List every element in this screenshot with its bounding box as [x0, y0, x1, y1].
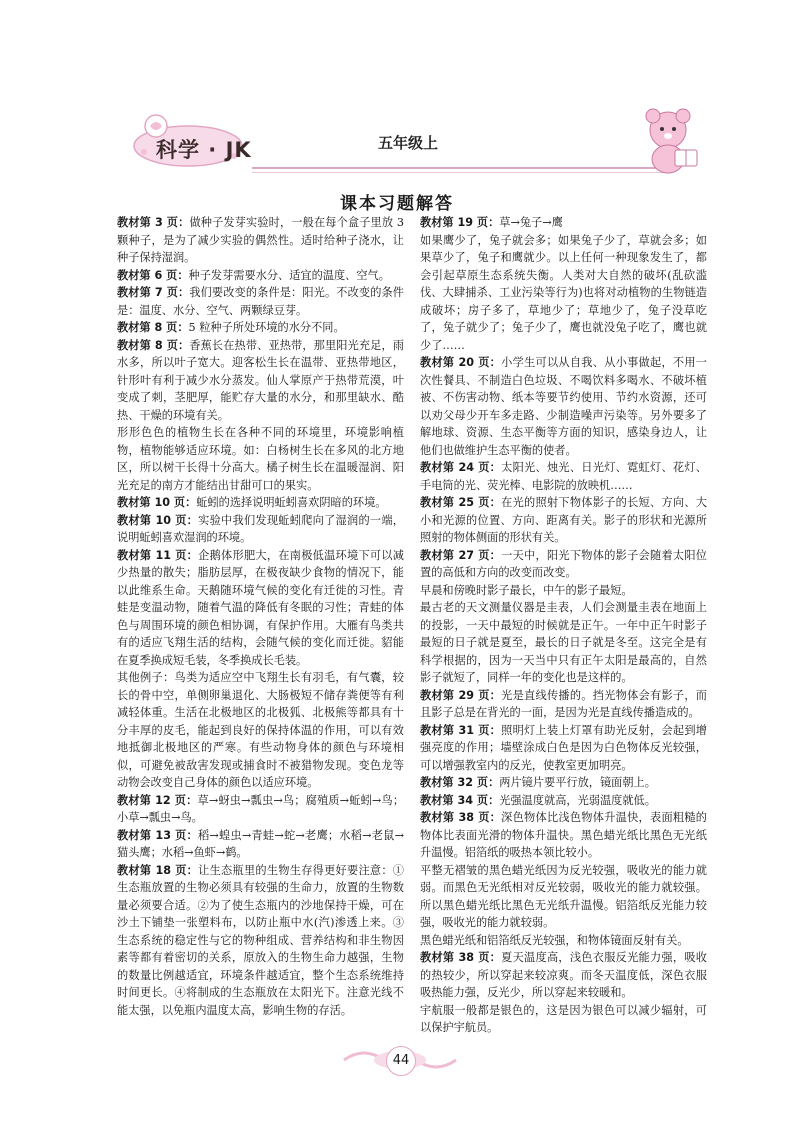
answer-label: 教材第 25 页： [420, 496, 502, 509]
subject-label: 科学 · JK [156, 138, 252, 162]
answer-text: 黑色蜡光纸和铝箔纸反光较强，和物体镜面反射有关。 [420, 933, 689, 947]
answer-label: 教材第 8 页： [117, 321, 189, 334]
answer-paragraph [117, 267, 404, 285]
answer-label: 教材第 29 页： [420, 688, 502, 702]
answer-paragraph [117, 547, 404, 670]
answer-paragraph [117, 337, 404, 425]
answer-text: 光强温度就高，光弱温度就低。 [499, 793, 656, 807]
answer-text: 太阳光、烛光、日光灯、霓虹灯、花灯、手电筒的光、荧光棒、电影院的放映机…… [420, 461, 707, 492]
answer-label: 教材第 18 页： [117, 863, 199, 877]
answer-paragraph [117, 284, 404, 319]
bear-mascot-icon [635, 104, 705, 178]
answer-text: 如果鹰少了，兔子就会多；如果兔子少了，草就会多；如果草少了，兔子和鹰就少。以上任何一种现象发生了，都会引起草原生态系统失衡。人类对大自然的破坏(乱砍滥伐、大肆捕杀、工业污染等行为)也将对动植物的生物链造成破坏；房子多了，草地少了；草地少了，兔子没草吃了，兔子就少了；兔子少了，鹰也就没兔子吃了，鹰也就少了…… [420, 233, 707, 352]
answer-paragraph [117, 512, 404, 547]
page-number: 44 [386, 1046, 416, 1076]
answer-label: 教材第 32 页： [420, 776, 500, 789]
answer-paragraph [420, 949, 707, 1002]
answer-label: 教材第 38 页： [420, 951, 502, 964]
answer-text: 让生态瓶里的生物生存得更好要注意：①生态瓶放置的生物必须具有较强的生命力，放置的生物数量必须要合适。②为了使生态瓶内的沙地保持干燥，可在沙土下铺垫一张塑料布，以防止瓶中水(汽)渗透上来。③生态系统的稳定性与它的物种组成、营养结构和非生物因素等都有着密切的关系，原放入的生物生命力越强，生物的数量比例越适宜，环境条件越适宜，整个生态系统维持时间更长。④将制成的生态瓶放在太阳光下。注意光线不能太强，以免瓶内温度太高，影响生物的存活。 [117, 863, 404, 1017]
answer-paragraph [420, 862, 707, 932]
answer-label: 教材第 24 页： [420, 461, 502, 474]
answer-paragraph [420, 214, 707, 232]
answer-label: 教材第 34 页： [420, 793, 500, 807]
answer-paragraph [420, 809, 707, 862]
answer-text: 平整无褶皱的黑色蜡光纸因为反光较强，吸收光的能力就弱。而黑色无光纸相对反光较弱，吸收光的能力就较强。所以黑色蜡光纸比黑色无光纸升温慢。铝箔纸反光能力较强，吸收光的能力就较弱。 [420, 863, 707, 929]
answer-text: 蚯蚓的选择说明蚯蚓喜欢阴暗的环境。 [196, 496, 387, 509]
answer-text: 实验中我们发现蚯蚓爬向了湿润的一端，说明蚯蚓喜欢湿润的环境。 [117, 513, 404, 544]
answer-text: 在光的照射下物体影子的长短、方向、大小和光源的位置、方向、距离有关。影子的形状和光源所照射的物体侧面的形状有关。 [420, 496, 707, 544]
page-number-ornament [340, 1040, 460, 1080]
answer-paragraph [420, 687, 707, 722]
answer-label: 教材第 8 页： [117, 338, 190, 352]
answer-paragraph [117, 424, 404, 494]
answer-label: 教材第 7 页： [117, 286, 190, 299]
answer-text: 做种子发芽实验时，一般在每个盒子里放 3 颗种子，是为了减少实验的偶然性。适时给种子浇水，让种子保持湿润。 [117, 216, 404, 264]
answer-paragraph [420, 354, 707, 459]
page-header [120, 104, 695, 174]
answer-label: 教材第 10 页： [117, 496, 197, 509]
answer-paragraph [420, 547, 707, 582]
answer-text: 5 粒种子所处环境的水分不同。 [188, 321, 345, 334]
answer-paragraph [117, 319, 404, 337]
answer-text: 宇航服一般都是银色的，这是因为银色可以减少辐射，可以保护宇航员。 [420, 1003, 707, 1034]
answer-text: 最古老的天文测量仪器是圭表，人们会测量圭表在地面上的投影，一天中最短的时候就是正午。一年中正午时影子最短的日子就是夏至，最长的日子就是冬至。这完全是有科学根据的，因为一天当中只有正午太阳是最高的，自然影子就短了，同样一年的变化也是这样的。 [420, 601, 707, 684]
answer-text: 一天中，阳光下物体的影子会随着太阳位置的高低和方向的改变而改变。 [420, 548, 707, 579]
answer-text: 小学生可以从自我、从小事做起，不用一次性餐具、不制造白色垃圾、不喝饮料多喝水、不破坏植被、不伤害动物、纸本等要节约使用、节约水资源，还可以劝父母少开车多走路、少制造噪声污染等。另外要多了解地球、资源、生态平衡等方面的知识，感染身边人，让他们也做维护生态平衡的使者。 [420, 356, 707, 457]
answer-label: 教材第 3 页： [117, 216, 190, 229]
answer-label: 教材第 38 页： [420, 811, 502, 824]
answers-left-column [117, 214, 404, 1019]
answer-paragraph [420, 774, 707, 792]
answer-paragraph [117, 862, 404, 1020]
answer-paragraph [420, 599, 707, 687]
answer-paragraph [117, 792, 404, 827]
header-rule-thin [252, 172, 672, 173]
answer-text: 其他例子：鸟类为适应空中飞翔生长有羽毛，有气囊，较长的骨中空，单侧卵巢退化、大肠极短不储存粪便等有利减轻体重。生活在北极地区的北极狐、北极熊等都具有十分丰厚的皮毛，能起到良好的保持体温的作用，可以有效地抵御北极地区的严寒。有些动物身体的颜色与环境相似，可避免被敌害发现或捕食时不被猎物发现。变色龙等动物会改变自己身体的颜色以适应环境。 [117, 671, 404, 789]
answer-label: 教材第 19 页： [420, 216, 500, 229]
answer-paragraph [420, 932, 707, 950]
answer-paragraph [420, 792, 707, 810]
answer-text: 两片镜片要平行放，镜面朝上。 [499, 776, 656, 789]
answer-paragraph [117, 669, 404, 792]
answer-label: 教材第 27 页： [420, 548, 502, 562]
answer-text: 种子发芽需要水分、适宜的温度、空气。 [188, 268, 390, 282]
answer-paragraph [420, 582, 707, 600]
answer-text: 深色物体比浅色物体升温快，表面粗糙的物体比表面光滑的物体升温快。黑色蜡光纸比黑色无光纸升温慢。铝箔纸的吸热本领比较小。 [420, 811, 707, 859]
answer-paragraph [117, 494, 404, 512]
answer-label: 教材第 13 页： [117, 828, 198, 842]
answer-paragraph [420, 232, 707, 355]
answers-right-column [420, 214, 707, 1037]
answer-text: 早晨和傍晚时影子最长，中午的影子最短。 [420, 583, 633, 597]
answer-paragraph [420, 1002, 707, 1037]
answer-label: 教材第 11 页： [117, 548, 199, 562]
answer-paragraph [420, 494, 707, 547]
answer-text: 光是直线传播的。挡光物体会有影子，而且影子总是在背光的一面，是因为光是直线传播造成的。 [420, 688, 707, 719]
answer-label: 教材第 6 页： [117, 268, 189, 282]
answer-paragraph [117, 827, 404, 862]
answer-label: 教材第 10 页： [117, 513, 199, 527]
header-rule [252, 167, 672, 169]
answer-text: 香蕉长在热带、亚热带，那里阳光充足，雨水多，所以叶子宽大。迎客松生长在温带、亚热带地区，针形叶有利于减少水分蒸发。仙人掌原产于热带荒漠，叶变成了刺，茎肥厚，能贮存大量的水分，和那里缺水、酷热、干燥的环境有关。 [117, 338, 404, 422]
page-title: 课本习题解答 [340, 194, 454, 214]
grade-label: 五年级上 [378, 134, 439, 152]
answer-text: 夏天温度高，浅色衣服反光能力强，吸收的热较少，所以穿起来较凉爽。而冬天温度低，深色衣服吸热能力强，反光少，所以穿起来较暖和。 [420, 951, 707, 999]
answer-text: 草→蚜虫→瓢虫→鸟；腐殖质→蚯蚓→鸟；小草→瓢虫→鸟。 [117, 793, 405, 824]
answer-paragraph [420, 722, 707, 775]
answer-text: 照明灯上装上灯罩有助光反射，会起到增强亮度的作用；墙壁涂成白色是因为白色物体反光较强，可以增强教室内的反光，使教室更加明亮。 [420, 723, 707, 772]
answer-paragraph [420, 459, 707, 494]
answer-text: 形形色色的植物生长在各种不同的环境里，环境影响植物，植物能够适应环境。如：白杨树生长在多风的北方地区，所以树干长得十分高大。橘子树生长在温暖湿润、阳光充足的南方才能结出甘甜可口的果实。 [117, 426, 404, 492]
answer-text: 企鹅体形肥大，在南极低温环境下可以减少热量的散失；脂肪层厚，在极夜缺少食物的情况下，能以此维系生命。天鹅随环境气候的变化有迁徙的习性。青蛙是变温动物，随着气温的降低有冬眠的习性；青蛙的体色与周围环境的颜色相协调，有保护作用。大雁有鸟类共有的适应飞翔生活的结构，会随气候的变化而迁徙。貂能在夏季换成短毛装，冬季换成长毛装。 [117, 548, 404, 667]
answer-text: 草→兔子→鹰 [499, 216, 563, 229]
answer-label: 教材第 12 页： [117, 793, 198, 807]
answer-text: 稻→蝗虫→青蛙→蛇→老鹰；水稻→老鼠→猫头鹰；水稻→鱼虾→鹤。 [117, 828, 404, 859]
answer-label: 教材第 31 页： [420, 723, 502, 737]
answer-paragraph [117, 214, 404, 267]
answer-label: 教材第 20 页： [420, 356, 502, 369]
answer-text: 我们要改变的条件是：阳光。不改变的条件是：温度、水分、空气、两颗绿豆芽。 [117, 286, 404, 317]
